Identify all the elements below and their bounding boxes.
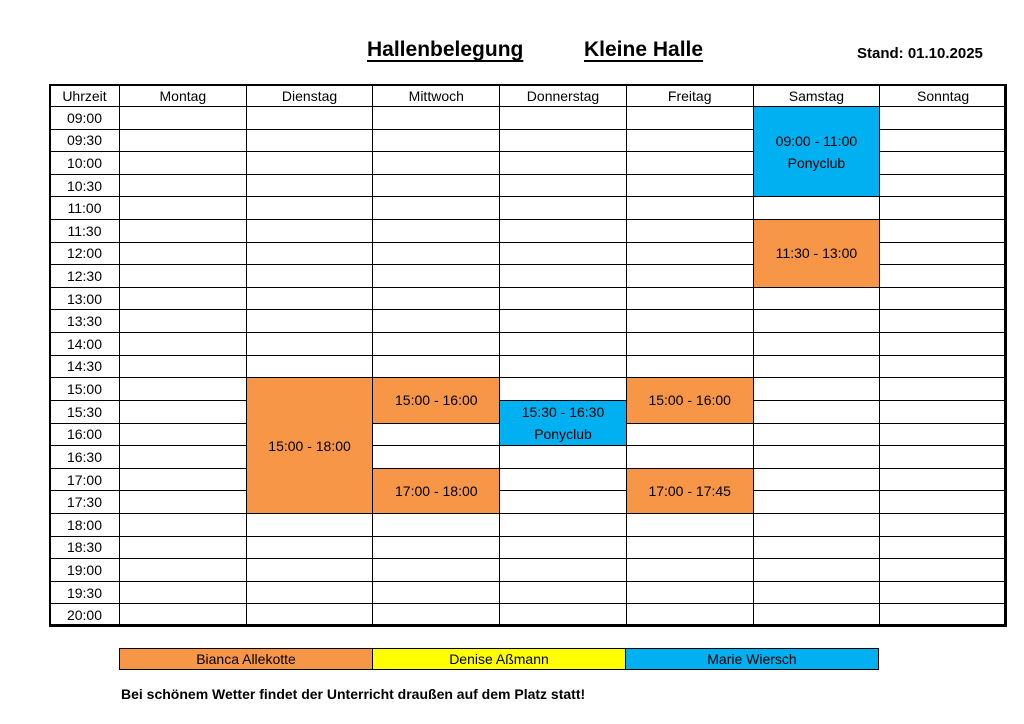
schedule-cell	[119, 242, 247, 266]
time-slot-label: 17:30	[49, 490, 120, 514]
schedule-cell	[372, 445, 500, 469]
schedule-cell	[119, 581, 247, 605]
time-slot-label: 15:00	[49, 377, 120, 401]
schedule-cell	[372, 513, 500, 537]
page-title: Hallenbelegung	[367, 38, 524, 61]
schedule-cell	[753, 377, 881, 401]
schedule-cell	[246, 603, 374, 627]
schedule-cell	[499, 355, 627, 379]
time-slot-label: 20:00	[49, 603, 120, 627]
legend-marie-wiersch: Marie Wiersch	[625, 648, 879, 670]
schedule-cell	[246, 513, 374, 537]
day-header-sonntag: Sonntag	[879, 84, 1007, 107]
schedule-cell	[879, 196, 1007, 220]
schedule-cell	[879, 355, 1007, 379]
time-slot-label: 17:00	[49, 468, 120, 492]
schedule-cell	[753, 581, 881, 605]
schedule-cell	[626, 581, 754, 605]
schedule-cell	[119, 377, 247, 401]
schedule-cell	[626, 264, 754, 288]
schedule-cell	[879, 536, 1007, 560]
schedule-cell	[879, 106, 1007, 130]
schedule-cell	[119, 332, 247, 356]
schedule-cell	[879, 513, 1007, 537]
booking-time: 09:00 - 11:00	[775, 132, 858, 149]
schedule-cell	[499, 536, 627, 560]
schedule-cell	[499, 603, 627, 627]
schedule-cell	[879, 174, 1007, 198]
schedule-cell	[372, 151, 500, 175]
schedule-cell	[372, 536, 500, 560]
schedule-cell	[499, 377, 627, 401]
schedule-cell	[372, 603, 500, 627]
schedule-cell	[372, 332, 500, 356]
schedule-cell	[626, 287, 754, 311]
schedule-cell	[372, 106, 500, 130]
schedule-cell	[626, 536, 754, 560]
time-slot-label: 14:00	[49, 332, 120, 356]
time-slot-label: 10:00	[49, 151, 120, 175]
schedule-cell	[119, 106, 247, 130]
schedule-cell	[246, 581, 374, 605]
schedule-cell	[372, 242, 500, 266]
schedule-cell	[879, 151, 1007, 175]
schedule-cell	[372, 219, 500, 243]
booking-time: 17:00 - 17:45	[648, 482, 731, 499]
schedule-table	[49, 84, 1006, 626]
schedule-cell	[879, 490, 1007, 514]
schedule-cell	[626, 219, 754, 243]
schedule-cell	[499, 490, 627, 514]
schedule-cell	[626, 196, 754, 220]
schedule-cell	[879, 242, 1007, 266]
schedule-cell	[753, 332, 881, 356]
schedule-cell	[246, 264, 374, 288]
schedule-cell	[753, 536, 881, 560]
schedule-cell	[626, 242, 754, 266]
schedule-cell	[246, 151, 374, 175]
schedule-cell	[879, 219, 1007, 243]
schedule-cell	[246, 242, 374, 266]
schedule-cell	[879, 264, 1007, 288]
schedule-cell	[246, 309, 374, 333]
time-slot-label: 19:30	[49, 581, 120, 605]
schedule-cell	[879, 558, 1007, 582]
schedule-cell	[119, 603, 247, 627]
schedule-cell	[119, 151, 247, 175]
schedule-cell	[753, 309, 881, 333]
schedule-cell	[499, 106, 627, 130]
schedule-cell	[499, 151, 627, 175]
schedule-cell	[499, 174, 627, 198]
schedule-cell	[753, 468, 881, 492]
schedule-cell	[499, 558, 627, 582]
schedule-cell	[372, 129, 500, 153]
footer-note: Bei schönem Wetter findet der Unterricht draußen auf dem Platz statt!	[121, 686, 586, 702]
schedule-cell	[626, 513, 754, 537]
schedule-cell	[246, 558, 374, 582]
schedule-cell	[246, 332, 374, 356]
schedule-cell	[119, 129, 247, 153]
booking-block	[372, 377, 500, 423]
schedule-cell	[879, 423, 1007, 447]
day-header-mittwoch: Mittwoch	[372, 84, 500, 107]
schedule-cell	[372, 581, 500, 605]
schedule-cell	[753, 603, 881, 627]
schedule-cell	[626, 445, 754, 469]
booking-time: 17:00 - 18:00	[395, 482, 478, 499]
schedule-cell	[753, 196, 881, 220]
time-slot-label: 09:00	[49, 106, 120, 130]
schedule-cell	[753, 445, 881, 469]
time-slot-label: 18:30	[49, 536, 120, 560]
schedule-cell	[119, 355, 247, 379]
schedule-cell	[499, 445, 627, 469]
schedule-cell	[499, 468, 627, 492]
schedule-cell	[119, 536, 247, 560]
schedule-cell	[499, 513, 627, 537]
schedule-cell	[753, 355, 881, 379]
day-header-donnerstag: Donnerstag	[499, 84, 627, 107]
schedule-cell	[753, 490, 881, 514]
schedule-cell	[372, 309, 500, 333]
day-header-samstag: Samstag	[753, 84, 881, 107]
schedule-cell	[119, 174, 247, 198]
legend-bianca-allekotte: Bianca Allekotte	[119, 648, 373, 670]
time-slot-label: 18:00	[49, 513, 120, 537]
schedule-cell	[626, 355, 754, 379]
schedule-cell	[246, 219, 374, 243]
schedule-cell	[879, 287, 1007, 311]
time-slot-label: 15:30	[49, 400, 120, 424]
time-slot-label: 14:30	[49, 355, 120, 379]
schedule-cell	[879, 581, 1007, 605]
time-slot-label: 16:00	[49, 423, 120, 447]
schedule-cell	[626, 129, 754, 153]
schedule-cell	[626, 332, 754, 356]
legend-denise-assmann: Denise Aßmann	[372, 648, 626, 670]
schedule-cell	[119, 400, 247, 424]
booking-block	[499, 400, 627, 446]
schedule-cell	[246, 129, 374, 153]
schedule-cell	[119, 513, 247, 537]
booking-group: Ponyclub	[787, 154, 846, 171]
schedule-cell	[246, 355, 374, 379]
schedule-cell	[246, 106, 374, 130]
day-header-dienstag: Dienstag	[246, 84, 374, 107]
schedule-cell	[499, 219, 627, 243]
booking-time: 15:00 - 16:00	[395, 392, 478, 409]
schedule-cell	[879, 468, 1007, 492]
time-slot-label: 13:30	[49, 309, 120, 333]
time-slot-label: 13:00	[49, 287, 120, 311]
schedule-cell	[626, 309, 754, 333]
hall-name: Kleine Halle	[584, 38, 704, 61]
schedule-cell	[753, 423, 881, 447]
schedule-cell	[626, 423, 754, 447]
schedule-cell	[626, 174, 754, 198]
schedule-cell	[119, 309, 247, 333]
schedule-cell	[879, 603, 1007, 627]
schedule-cell	[879, 309, 1007, 333]
schedule-cell	[499, 264, 627, 288]
time-slot-label: 09:30	[49, 129, 120, 153]
booking-block	[246, 377, 374, 514]
schedule-cell	[246, 174, 374, 198]
time-slot-label: 19:00	[49, 558, 120, 582]
schedule-cell	[119, 219, 247, 243]
schedule-cell	[753, 558, 881, 582]
booking-time: 15:00 - 16:00	[648, 392, 731, 409]
schedule-cell	[119, 287, 247, 311]
booking-block	[626, 468, 754, 514]
schedule-cell	[119, 196, 247, 220]
schedule-cell	[879, 377, 1007, 401]
schedule-cell	[499, 242, 627, 266]
schedule-cell	[879, 129, 1007, 153]
time-slot-label: 11:00	[49, 196, 120, 220]
time-slot-label: 16:30	[49, 445, 120, 469]
schedule-cell	[626, 106, 754, 130]
schedule-cell	[119, 445, 247, 469]
schedule-cell	[499, 581, 627, 605]
schedule-cell	[372, 264, 500, 288]
schedule-cell	[246, 287, 374, 311]
time-slot-label: 12:30	[49, 264, 120, 288]
booking-block	[372, 468, 500, 514]
schedule-cell	[372, 174, 500, 198]
schedule-cell	[753, 400, 881, 424]
schedule-cell	[372, 558, 500, 582]
time-column-header: Uhrzeit	[49, 84, 120, 107]
schedule-cell	[499, 129, 627, 153]
day-header-montag: Montag	[119, 84, 247, 107]
booking-time: 15:00 - 18:00	[268, 437, 351, 454]
schedule-cell	[499, 287, 627, 311]
booking-block	[626, 377, 754, 423]
schedule-cell	[499, 196, 627, 220]
schedule-cell	[372, 287, 500, 311]
time-slot-label: 12:00	[49, 242, 120, 266]
booking-group: Ponyclub	[534, 426, 592, 442]
day-header-freitag: Freitag	[626, 84, 754, 107]
schedule-cell	[753, 513, 881, 537]
time-slot-label: 11:30	[49, 219, 120, 243]
schedule-cell	[879, 332, 1007, 356]
schedule-cell	[372, 355, 500, 379]
schedule-cell	[119, 558, 247, 582]
time-slot-label: 10:30	[49, 174, 120, 198]
booking-time: 11:30 - 13:00	[775, 245, 858, 262]
booking-block	[753, 219, 881, 288]
schedule-cell	[372, 423, 500, 447]
schedule-cell	[499, 332, 627, 356]
schedule-cell	[246, 536, 374, 560]
stand-date: Stand: 01.10.2025	[857, 45, 983, 62]
schedule-cell	[119, 264, 247, 288]
schedule-cell	[626, 151, 754, 175]
schedule-cell	[372, 196, 500, 220]
booking-block	[753, 106, 881, 197]
schedule-cell	[246, 196, 374, 220]
schedule-cell	[879, 400, 1007, 424]
schedule-cell	[879, 445, 1007, 469]
schedule-cell	[626, 603, 754, 627]
schedule-cell	[119, 468, 247, 492]
schedule-cell	[119, 490, 247, 514]
schedule-cell	[119, 423, 247, 447]
schedule-cell	[499, 309, 627, 333]
booking-time: 15:30 - 16:30	[521, 404, 605, 420]
schedule-cell	[753, 287, 881, 311]
schedule-cell	[626, 558, 754, 582]
